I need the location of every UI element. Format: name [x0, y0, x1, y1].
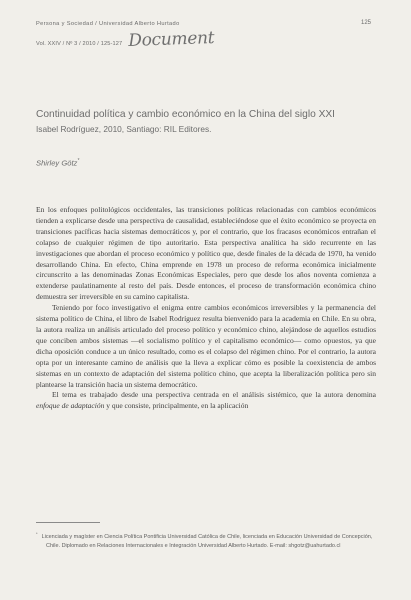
body-paragraph-2: Teniendo por foco investigativo el enigma entre cambios económicos irreversibles y la permanencia del sistema político de China, el libro de Isabel Rodríguez resulta bienvenido para la academia en Chile. En su obra, la autora realiza un análisis articulado del proceso político y económico chino, alejándose de aquellos estudios que conciben ambos sistemas —el socialismo político y el capitalismo económico— como opuestos, ya que dicha oposición conduce a un único resultado, como es el colapso del régimen chino. Por el contrario, la autora opta por un interesante camino de análisis que la lleva a explicar cómo es posible la coexistencia de ambos sistemas en un contexto de adaptación del sistema político chino, que acepta la liberalización política pero sin plantearse la transición hacia un sistema democrático.	[36, 303, 376, 389]
author-name	[36, 158, 79, 168]
paragraph-3-text: El tema es trabajado desde una perspectiva centrada en el análisis sistémico, que la autora denomina enfoque de adaptación y que consiste, principalmente, en la aplicación	[36, 390, 376, 411]
article-title: Continuidad política y cambio económico en la China del siglo XXI	[36, 109, 336, 120]
page-number: 125	[360, 20, 371, 26]
footnote-marker: *	[36, 531, 38, 536]
handwritten-stamp: Document	[128, 28, 215, 51]
article-subtitle: Isabel Rodríguez, 2010, Santiago: RIL Editores.	[36, 124, 212, 134]
volume-line: Vol. XXIV / Nº 3 / 2010 / 125-127	[36, 41, 123, 47]
body-paragraph-3	[36, 390, 376, 412]
author-name-text: Shirley Götz	[36, 158, 78, 168]
running-head: Persona y Sociedad / Universidad Alberto Hurtado	[36, 21, 180, 27]
footnote-text: Licenciada y magíster en Ciencia Política Pontificia Universidad Católica de Chile, licenciada en Educación Universidad de Concepción, Chile. Diplomado en Relaciones Internacionales e Integración Universidad Alberto Hurtado. E-mail: shgotz@uahurtado.cl	[41, 533, 373, 549]
emphasis-phrase: enfoque de adaptación	[36, 401, 105, 411]
body-paragraph-1: En los enfoques politológicos occidentales, las transiciones políticas relacionadas con cambios económicos tienden a explicarse desde una perspectiva de causalidad, estableciéndose que el éxito económico se proyecta en transiciones pacíficas hacia sistemas democráticos y, por el contrario, que los fracasos económicos entrañan el colapso de cualquier régimen de tipo autoritario. Esta perspectiva analítica ha sido recurrente en las investigaciones que abordan el proceso económico y político que, desde finales de la década de 1970, ha venido desarrollando China. En efecto, China emprende en 1978 un proceso de reforma económica inicialmente circunscrito a las denominadas Zonas Económicas Especiales, pero que desde los años noventa comienza a extenderse paulatinamente al resto del país. Desde entonces, el proceso de transformación económica chino demuestra ser irreversible en su camino capitalista.	[36, 205, 376, 302]
footnote	[36, 529, 384, 551]
article-body	[36, 205, 376, 412]
author-footnote-marker: *	[77, 158, 80, 164]
footnote-rule	[36, 522, 100, 523]
